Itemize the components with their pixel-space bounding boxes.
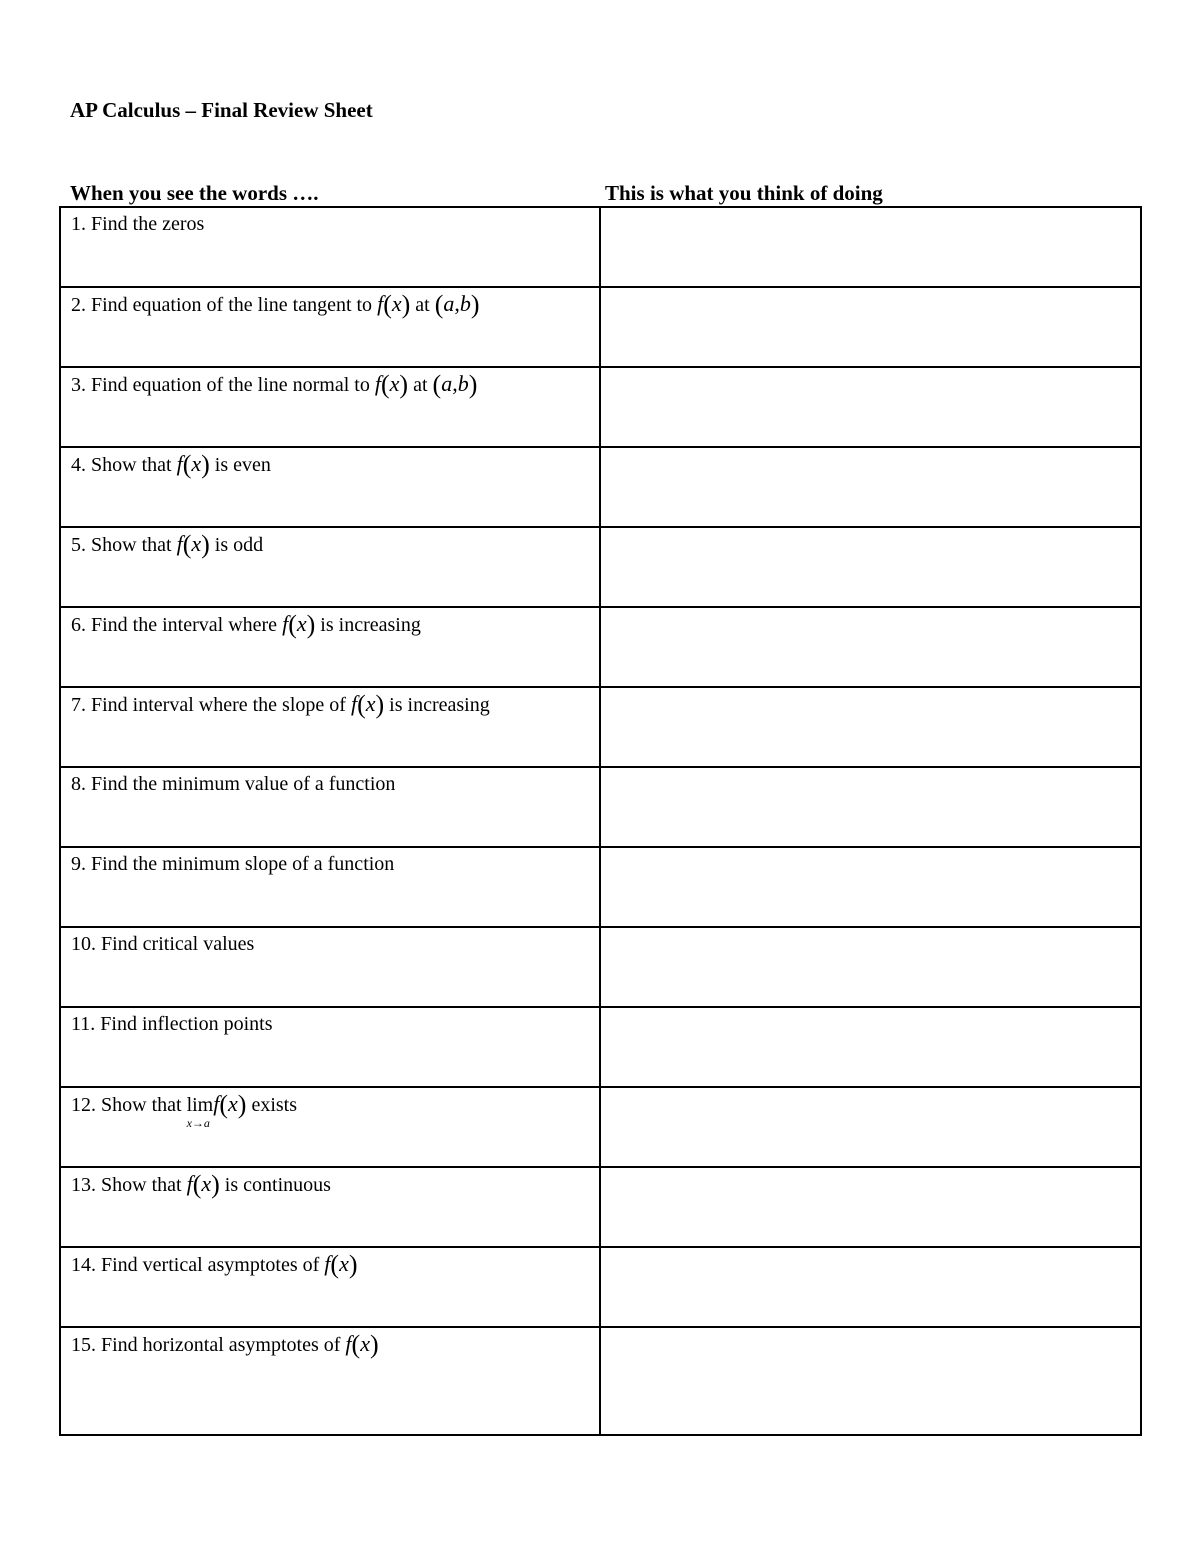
prompt-text: 8. Find the minimum value of a function [71,773,396,795]
prompt-cell [60,1327,600,1435]
table-row [60,1087,1141,1167]
prompt-cell [60,767,600,847]
answer-cell[interactable] [600,847,1141,927]
math-f-of-x: f(x) [176,530,210,559]
prompt-cell [60,1087,600,1167]
math-f-of-x: f(x) [186,1170,220,1199]
prompt-cell [60,287,600,367]
table-row [60,1167,1141,1247]
answer-cell[interactable] [600,1327,1141,1435]
math-f-of-x: f(x) [282,610,316,639]
table-row [60,607,1141,687]
table-row [60,927,1141,1007]
prompt-cell [60,527,600,607]
column-header-doing: This is what you think of doing [605,181,883,205]
prompt-text: 11. Find inflection points [71,1013,273,1035]
prompt-text: 12. Show that lim x→a f(x) exists [71,1090,298,1130]
answer-cell[interactable] [600,927,1141,1007]
prompt-text: 2. Find equation of the line tangent to f(x) at (a,b) [71,290,480,319]
table-row [60,767,1141,847]
answer-cell[interactable] [600,207,1141,287]
table-row [60,367,1141,447]
prompt-cell [60,927,600,1007]
table-row [60,1007,1141,1087]
math-point-a-b: (a,b) [434,290,480,319]
prompt-text: 1. Find the zeros [71,213,205,235]
prompt-cell [60,607,600,687]
prompt-text: 5. Show that f(x) is odd [71,530,264,559]
math-f-of-x: f(x) [377,290,411,319]
answer-cell[interactable] [600,607,1141,687]
review-table [59,206,1142,1436]
page-title: AP Calculus – Final Review Sheet [70,98,373,122]
prompt-text: 7. Find interval where the slope of f(x) is increasing [71,690,490,719]
prompt-cell [60,1247,600,1327]
prompt-text: 13. Show that f(x) is continuous [71,1170,331,1199]
prompt-text: 14. Find vertical asymptotes of f(x) [71,1250,358,1279]
prompt-cell [60,447,600,527]
answer-cell[interactable] [600,367,1141,447]
answer-cell[interactable] [600,767,1141,847]
math-point-a-b: (a,b) [432,370,478,399]
prompt-cell [60,367,600,447]
prompt-text: 15. Find horizontal asymptotes of f(x) [71,1330,379,1359]
prompt-text: 6. Find the interval where f(x) is increasing [71,610,421,639]
math-f-of-x: f(x) [213,1090,247,1119]
math-limit: lim x→a [186,1094,214,1130]
answer-cell[interactable] [600,287,1141,367]
answer-cell[interactable] [600,447,1141,527]
answer-cell[interactable] [600,1167,1141,1247]
column-header-words: When you see the words …. [70,181,319,205]
prompt-cell [60,1007,600,1087]
table-row [60,287,1141,367]
table-row [60,847,1141,927]
prompt-text: 9. Find the minimum slope of a function [71,853,395,875]
math-f-of-x: f(x) [350,690,385,719]
prompt-text: 4. Show that f(x) is even [71,450,271,479]
math-f-of-x: f(x) [374,370,409,399]
math-f-of-x: f(x) [176,450,210,479]
table-row [60,447,1141,527]
table-row [60,1327,1141,1435]
math-f-of-x: f(x) [345,1330,379,1359]
table-row [60,1247,1141,1327]
table-row [60,527,1141,607]
prompt-cell [60,207,600,287]
answer-cell[interactable] [600,1007,1141,1087]
table-row [60,207,1141,287]
answer-cell[interactable] [600,527,1141,607]
prompt-cell [60,687,600,767]
prompt-text: 3. Find equation of the line normal to f(x) at (a,b) [71,370,478,399]
prompt-cell [60,847,600,927]
table-row [60,687,1141,767]
answer-cell[interactable] [600,1087,1141,1167]
answer-cell[interactable] [600,687,1141,767]
prompt-cell [60,1167,600,1247]
answer-cell[interactable] [600,1247,1141,1327]
math-f-of-x: f(x) [324,1250,358,1279]
prompt-text: 10. Find critical values [71,933,255,955]
